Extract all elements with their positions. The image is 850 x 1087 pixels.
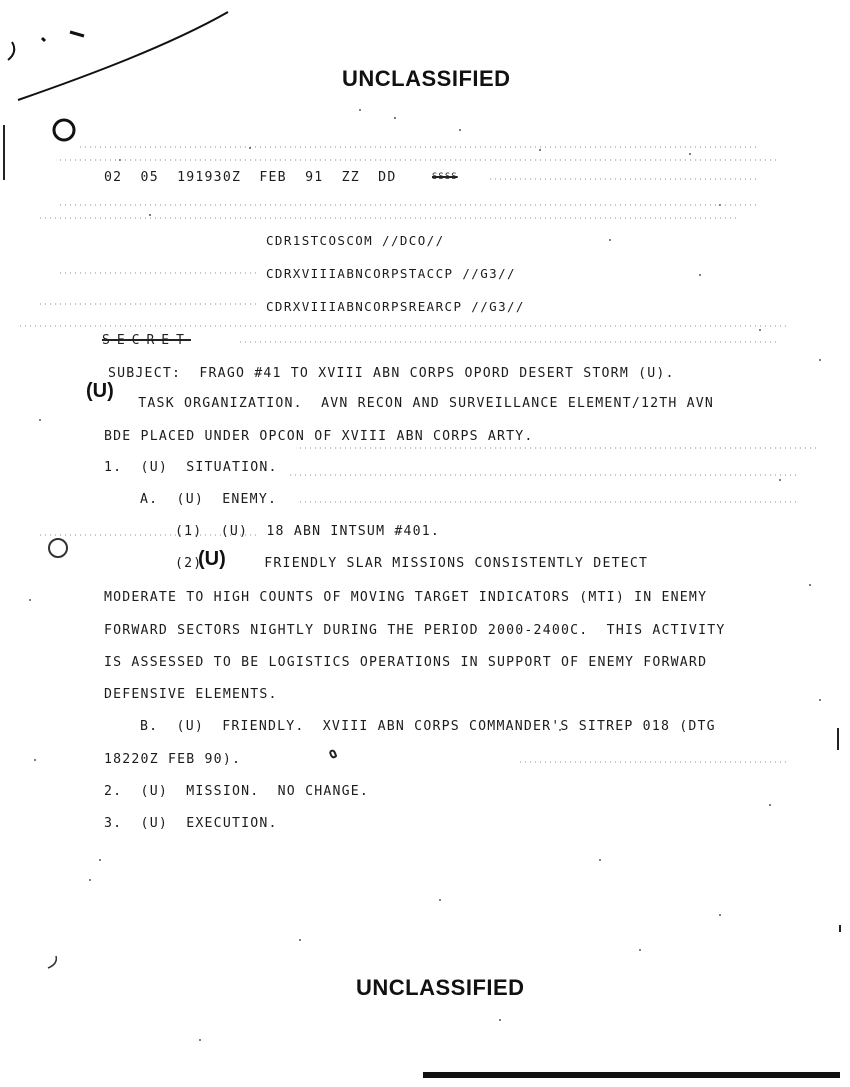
item-2-line-3: IS ASSESSED TO BE LOGISTICS OPERATIONS IN SUPPORT OF ENEMY FORWARD [104, 655, 708, 670]
handwritten-u-marking: (U) [86, 380, 114, 402]
mission-line: 2. (U) MISSION. NO CHANGE. [104, 784, 370, 799]
item-2-line-4: DEFENSIVE ELEMENTS. [104, 687, 278, 702]
task-org-line-2: BDE PLACED UNDER OPCON OF XVIII ABN CORPS ARTY. [104, 429, 534, 444]
addressee-1: CDR1STCOSCOM //DCO// [266, 233, 445, 248]
struck-classification: SECRET [102, 333, 191, 348]
struck-precedence-code: SSSS [432, 172, 458, 182]
execution-line: 3. (U) EXECUTION. [104, 816, 278, 831]
situation-heading: 1. (U) SITUATION. [104, 460, 278, 475]
task-org-line-1: TASK ORGANIZATION. AVN RECON AND SURVEILLANCE ELEMENT/12TH AVN [120, 396, 715, 411]
item-2-line-1: MODERATE TO HIGH COUNTS OF MOVING TARGET INDICATORS (MTI) IN ENEMY [104, 590, 708, 605]
intsum-line: (1) (U) 18 ABN INTSUM #401. [175, 524, 441, 539]
enemy-heading: A. (U) ENEMY. [140, 492, 278, 507]
item-2-prefix: (2) [175, 556, 203, 571]
classification-banner-bottom: UNCLASSIFIED [356, 975, 525, 1000]
item-2-line-2: FORWARD SECTORS NIGHTLY DURING THE PERIOD 2000-2400C. THIS ACTIVITY [104, 623, 726, 638]
addressee-3: CDRXVIIIABNCORPSREARCP //G3// [266, 299, 525, 314]
scan-edge-bar [423, 1072, 840, 1078]
subject-line: SUBJECT: FRAGO #41 TO XVIII ABN CORPS OPORD DESERT STORM (U). [108, 366, 675, 381]
handwritten-u-marking-2: (U) [198, 548, 226, 570]
classification-banner-top: UNCLASSIFIED [342, 66, 511, 91]
dtg-line: 02 05 191930Z FEB 91 ZZ DD [104, 170, 397, 185]
addressee-2: CDRXVIIIABNCORPSTACCP //G3// [266, 266, 516, 281]
item-2-first-line: FRIENDLY SLAR MISSIONS CONSISTENTLY DETECT [246, 556, 649, 571]
friendly-line-1: B. (U) FRIENDLY. XVIII ABN CORPS COMMANDER'S SITREP 018 (DTG [140, 719, 716, 734]
friendly-line-2: 18220Z FEB 90). [104, 752, 242, 767]
